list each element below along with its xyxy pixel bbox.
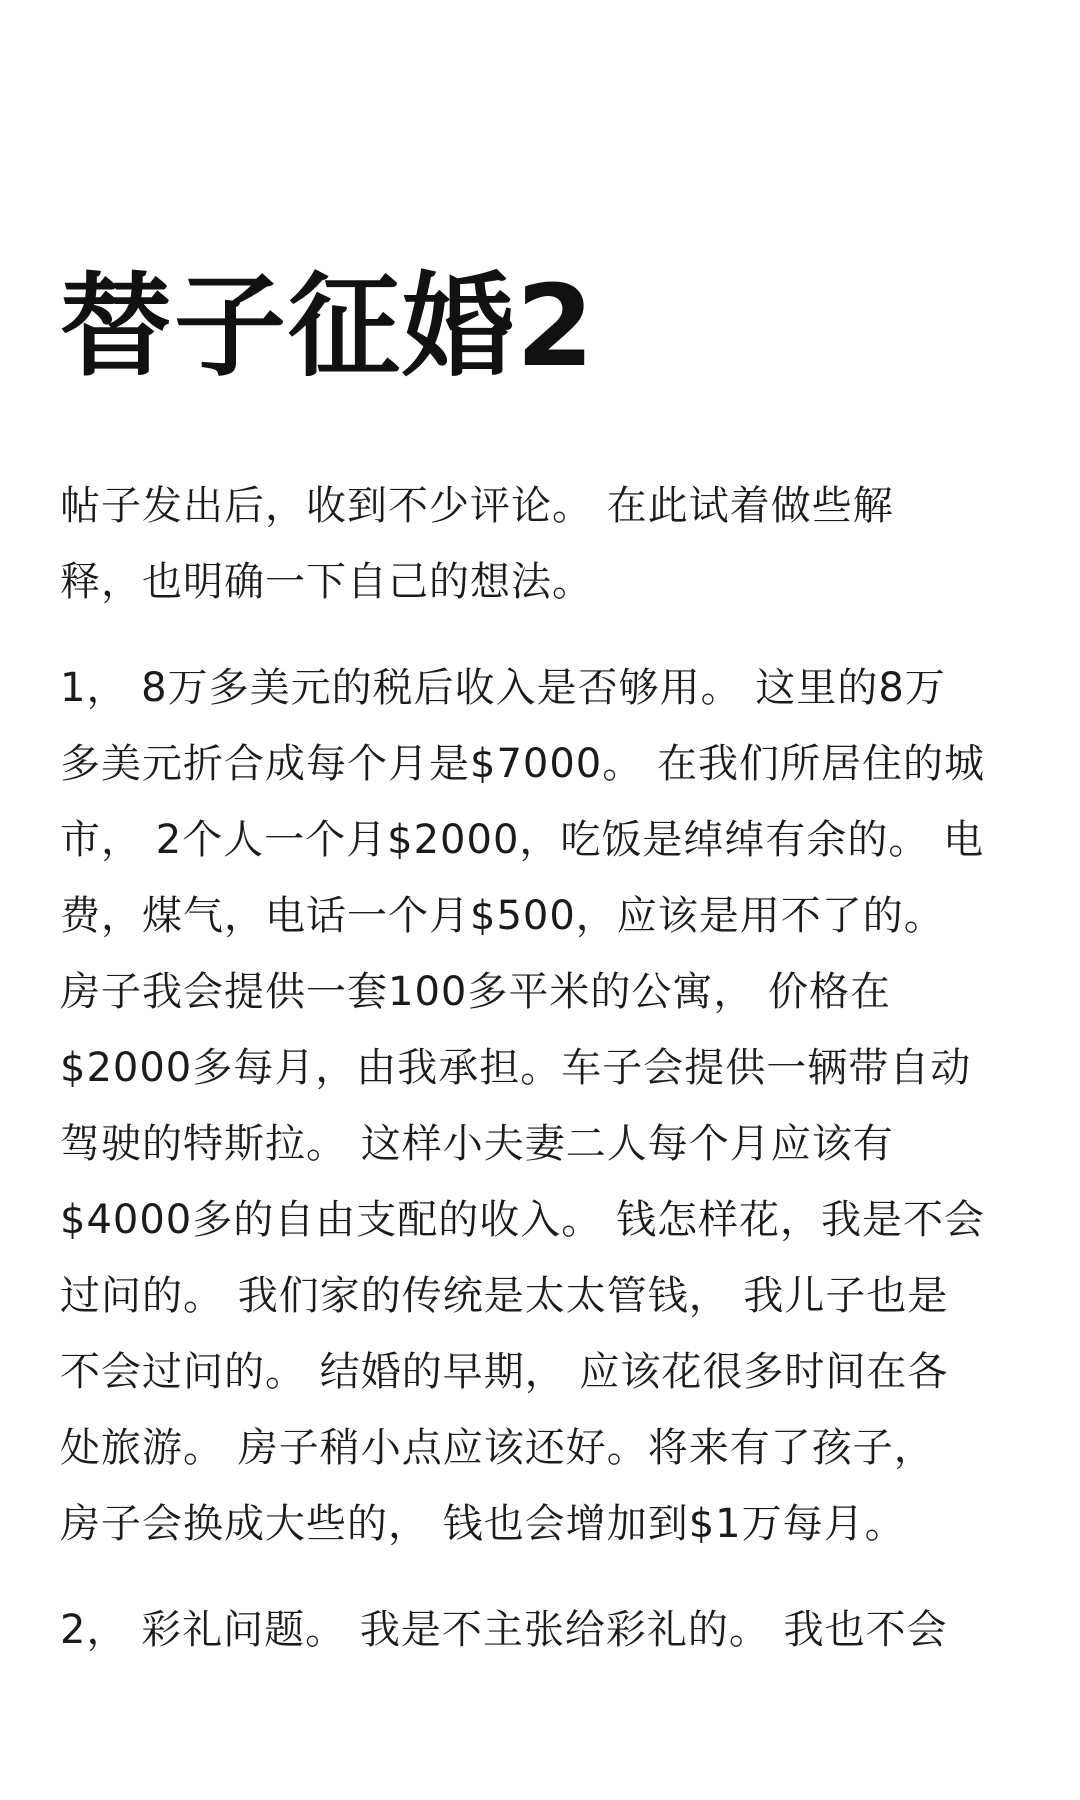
text-line: 驾驶的特斯拉。 这样小夫妻二人每个月应该有: [60, 1121, 894, 1167]
article-title: 替子征婚2: [60, 262, 596, 392]
paragraph-point-2: [60, 1592, 1020, 1668]
text-line: 释，也明确一下自己的想法。: [60, 559, 593, 605]
text-line: 费，煤气，电话一个月$500，应该是用不了的。: [60, 893, 945, 939]
text-line: 多美元折合成每个月是$7000。 在我们所居住的城: [60, 741, 985, 787]
text-line: 过问的。 我们家的传统是太太管钱， 我儿子也是: [60, 1273, 949, 1319]
text-line: 帖子发出后，收到不少评论。 在此试着做些解: [60, 483, 894, 529]
text-line: $4000多的自由支配的收入。 钱怎样花，我是不会: [60, 1197, 985, 1243]
text-line: 2， 彩礼问题。 我是不主张给彩礼的。 我也不会: [60, 1607, 948, 1653]
text-line: 1， 8万多美元的税后收入是否够用。 这里的8万: [60, 665, 946, 711]
paragraph-intro: [60, 468, 1020, 620]
text-line: 不会过问的。 结婚的早期， 应该花很多时间在各: [60, 1349, 949, 1395]
text-line: 房子我会提供一套100多平米的公寓， 价格在: [60, 969, 892, 1015]
text-line: 市， 2个人一个月$2000，吃饭是绰绰有余的。 电: [60, 817, 985, 863]
text-line: $2000多每月，由我承担。车子会提供一辆带自动: [60, 1045, 972, 1091]
text-line: 房子会换成大些的， 钱也会增加到$1万每月。: [60, 1501, 906, 1547]
text-line: 处旅游。 房子稍小点应该还好。将来有了孩子，: [60, 1425, 935, 1471]
paragraph-point-1: [60, 650, 1020, 1562]
article-body: [60, 468, 1020, 1668]
